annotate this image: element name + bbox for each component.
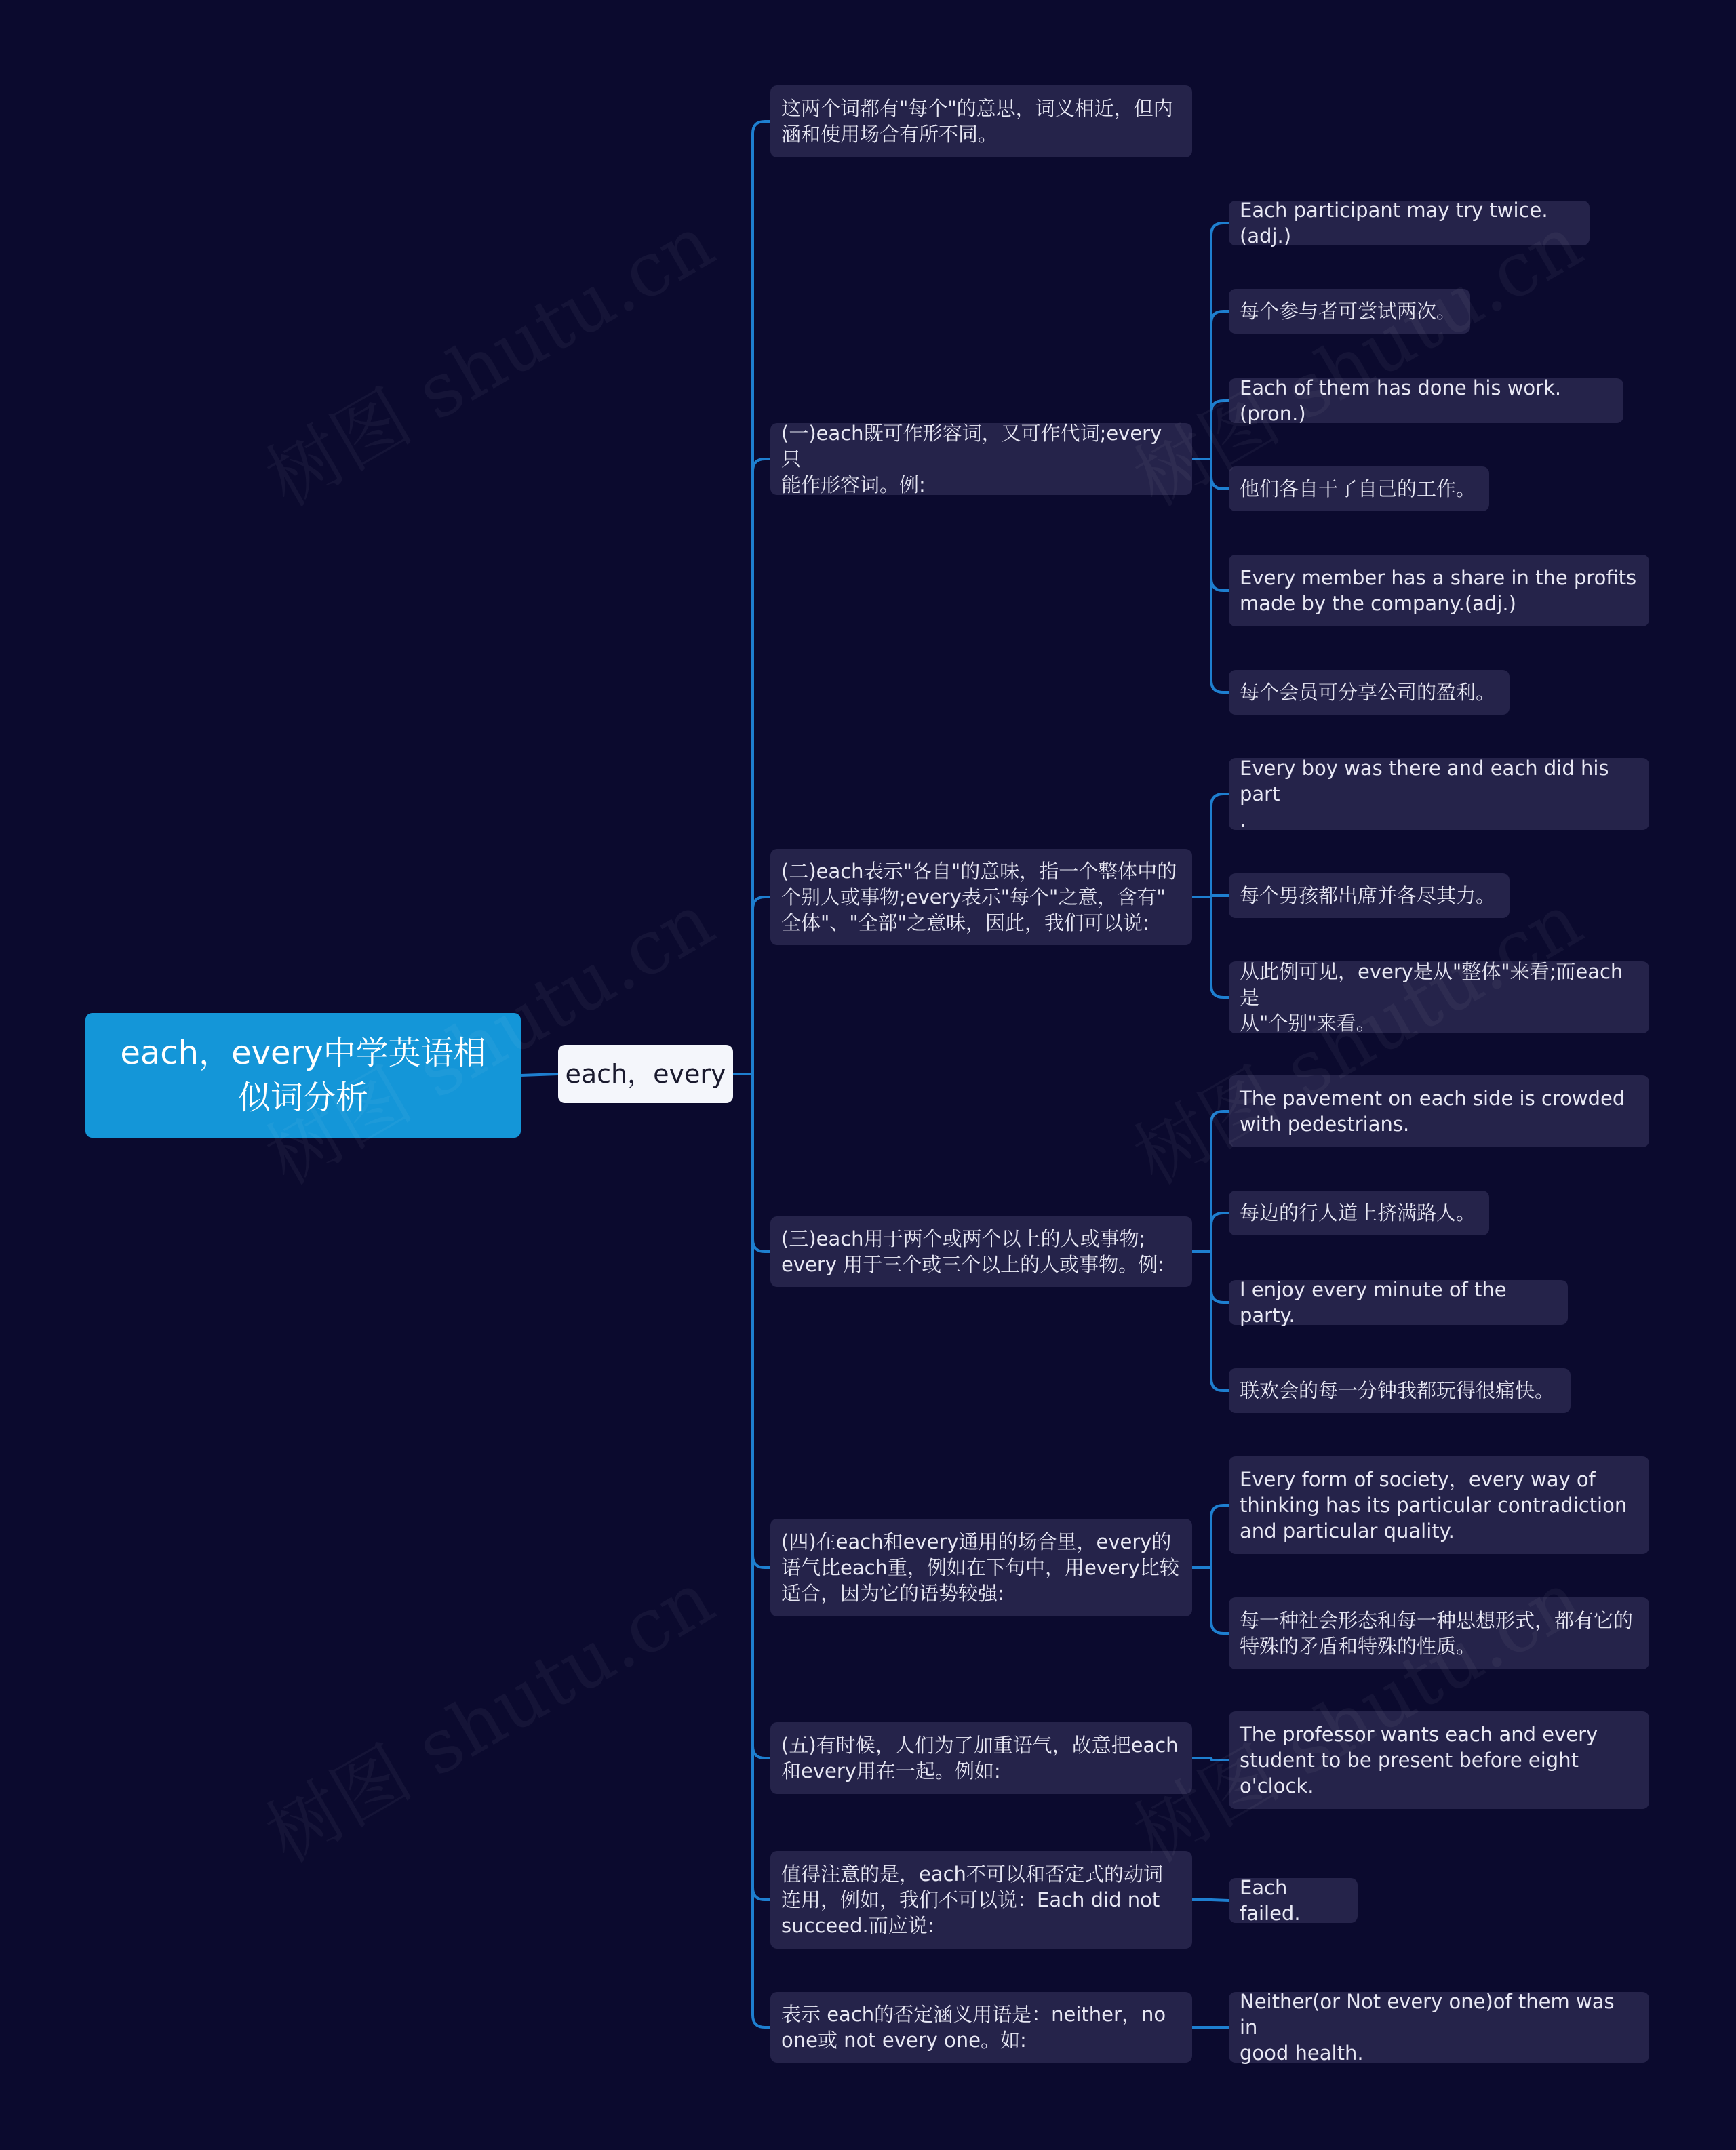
leaf-label: The professor wants each and every student to be present before eight o'clock. [1240,1723,1598,1797]
leaf-label: Each failed. [1240,1876,1301,1925]
leaf-node[interactable] [1229,466,1489,511]
leaf-label: Each of them has done his work.(pron.) [1240,376,1562,425]
hub-topic-label: each，every [565,1059,726,1089]
leaf-label: 每个参与者可尝试两次。 [1240,300,1457,323]
connector-line [753,1074,770,2027]
leaf-label: Each participant may try twice.(adj.) [1240,199,1548,247]
leaf-label: Every member has a share in the profits made by the company.(adj.) [1240,566,1637,615]
leaf-label: Every boy was there and each did his part . [1240,757,1609,831]
root-topic-label: each，every中学英语相 似词分析 [120,1034,486,1117]
leaf-node[interactable] [1229,1368,1571,1413]
branch-node[interactable] [770,85,1192,157]
leaf-node[interactable] [1229,555,1649,626]
connector-line [1211,1505,1229,1568]
connector-line [753,897,770,1074]
connector-line [753,459,770,1074]
connector-line [753,1074,770,1568]
connector-line [753,1074,770,1252]
leaf-node[interactable] [1229,1992,1649,2063]
leaf-label: 从此例可见，every是从"整体"来看;而each是 从"个别"来看。 [1240,960,1623,1035]
leaf-node[interactable] [1229,1191,1489,1235]
branch-label: 这两个词都有"每个"的意思，词义相近，但内 涵和使用场合有所不同。 [781,97,1173,146]
leaf-node[interactable] [1229,670,1510,715]
branch-label: (一)each既可作形容词，又可作代词;every只 能作形容词。例: [781,422,1162,496]
leaf-label: 每边的行人道上挤满路人。 [1240,1201,1476,1225]
leaf-label: 每个男孩都出席并各尽其力。 [1240,884,1496,907]
branch-node[interactable] [770,1216,1192,1287]
connector-line [521,1074,558,1075]
connector-line [1211,794,1229,897]
connector-line [1211,897,1229,997]
leaf-label: 他们各自干了自己的工作。 [1240,477,1476,500]
branch-label: (三)each用于两个或两个以上的人或事物; every 用于三个或三个以上的人或事物。例: [781,1227,1164,1276]
branch-node[interactable] [770,1851,1192,1949]
branch-label: (二)each表示"各自"的意味，指一个整体中的 个别人或事物;every表示"每个"之意，含有" 全体"、"全部"之意味，因此，我们可以说: [781,860,1177,934]
connector-line [1211,1568,1229,1633]
leaf-node[interactable] [1229,1878,1358,1923]
branch-label: 值得注意的是，each不可以和否定式的动词 连用，例如，我们不可以说：Each did not succeed.而应说: [781,1863,1163,1937]
branch-label: 表示 each的否定涵义用语是：neither，no one或 not every one。如: [781,2003,1166,2052]
leaf-label: 每一种社会形态和每一种思想形式，都有它的 特殊的矛盾和特殊的性质。 [1240,1609,1634,1658]
leaf-label: Every form of society，every way of thinking has its particular contradiction and particular quality. [1240,1468,1628,1542]
leaf-node[interactable] [1229,1456,1649,1554]
connector-line [1211,1213,1229,1252]
leaf-label: I enjoy every minute of the party. [1240,1278,1513,1327]
leaf-node[interactable] [1229,1280,1568,1325]
connector-line [753,121,770,1074]
leaf-label: 联欢会的每一分钟我都玩得很痛快。 [1240,1379,1555,1402]
connector-line [1211,1252,1229,1302]
leaf-label: The pavement on each side is crowded with pedestrians. [1240,1087,1625,1136]
branch-label: (五)有时候，人们为了加重语气，故意把each 和every用在一起。例如: [781,1734,1179,1783]
connector-line [1211,1252,1229,1391]
leaf-label: Neither(or Not every one)of them was in good health. [1240,1990,1615,2065]
leaf-node[interactable] [1229,758,1649,830]
connector-line [753,1074,770,1900]
leaf-label: 每个会员可分享公司的盈利。 [1240,681,1496,704]
hub-topic[interactable] [558,1045,733,1103]
branch-node[interactable] [770,849,1192,945]
branch-node[interactable] [770,1992,1192,2063]
connector-line [753,1074,770,1758]
branch-label: (四)在each和every通用的场合里，every的 语气比each重，例如在下句中，用every比较 适合，因为它的语势较强: [781,1530,1179,1605]
connector-line [1211,896,1229,897]
branch-node[interactable] [770,1519,1192,1616]
